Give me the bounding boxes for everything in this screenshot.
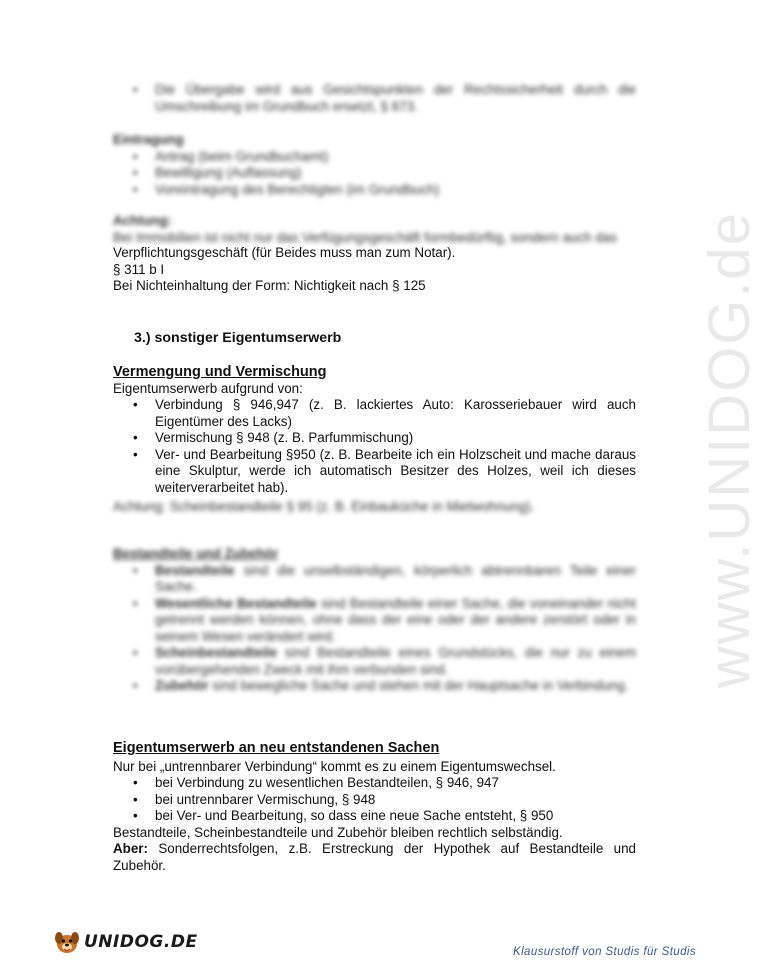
achtung-scheinbestandteile: Achtung: Scheinbestandteile § 95 (z. B. Einbauküche in Mietwohnung). — [113, 499, 535, 514]
list-item: • Die Übergabe wird aus Gesichtspunkten der Rechtssicherheit durch die Umschreibung im Grundbuch ersetzt, § 873. — [155, 82, 636, 115]
achtung-line: Bei Immobilien ist nicht nur das Verfügungsgeschäft formbedürftig, sondern auch das — [113, 229, 617, 245]
bestandteile-list — [113, 563, 636, 695]
vermengung-intro: Eigentumserwerb aufgrund von: — [113, 380, 303, 396]
form-line-1: Verpflichtungsgeschäft (für Beides muss man zum Notar). — [113, 245, 456, 260]
term: Wesentliche Bestandteile — [155, 595, 317, 611]
bestandteile-heading: Bestandteile und Zubehör — [113, 546, 279, 561]
list-item: • Antrag (beim Grundbuchamt) — [155, 149, 636, 166]
definition: sind bewegliche Sache und stehen mit der Hauptsache in Verbindung. — [212, 678, 629, 693]
neu-sachen-list — [113, 775, 636, 825]
watermark: www.UNIDOG.de — [696, 211, 762, 689]
eintragung-list — [113, 149, 636, 199]
list-item — [155, 446, 636, 495]
vermengung-heading: Vermengung und Vermischung — [113, 364, 327, 380]
form-line-3: Bei Nichteinhaltung der Form: Nichtigkeit nach § 125 — [113, 278, 426, 293]
logo-text: UNIDOG.DE — [84, 931, 198, 952]
definition: sind die unselbständigen, körperlich abtrennbaren Teile einer Sache. — [155, 562, 636, 594]
footer-tagline: Klausurstoff von Studis für Studis — [513, 946, 696, 958]
term: Scheinbestandteile — [155, 645, 278, 660]
definition: sind Bestandteile eines Grundstücks, die nur zu einem vorübergehenden Zweck mit ihm verbunden sind. — [155, 645, 636, 677]
bestandteile-section — [113, 546, 636, 695]
top-blurred-section — [113, 82, 636, 115]
neu-sachen-section — [113, 740, 636, 874]
achtung-heading: Achtung: — [113, 213, 172, 228]
verarbeitung-text: • Ver- und Bearbeitung §950 (z. B. Bearbeite ich ein Holzscheit und mache daraus eine Skulptur, werde ich automatisch Besitzer des Holzes, weil ich dieses weiterverarbeitet hab). — [155, 446, 636, 495]
aber-text: Sonderrechtsfolgen, z.B. Erstreckung der Hypothek auf Bestandteile und Zubehör. — [113, 841, 636, 873]
form-line-2: § 311 b I — [113, 261, 165, 277]
list-item: • Bewilligung (Auflassung) — [155, 165, 636, 182]
aber-label: Aber: — [113, 841, 148, 856]
achtung-blurred — [113, 213, 636, 245]
list-item — [155, 645, 636, 678]
list-item — [155, 678, 636, 695]
neu-sachen-heading: Eigentumserwerb an neu entstandenen Sachen — [113, 740, 440, 756]
list-item: • Verbindung § 946,947 (z. B. lackiertes Auto: Karosseriebauer wird auch Eigentümer des Lacks) — [155, 397, 636, 430]
term: Bestandteile — [155, 562, 235, 578]
neu-sachen-after: Bestandteile, Scheinbestandteile und Zubehör bleiben rechtlich selbständig. — [113, 824, 563, 840]
list-item — [155, 596, 636, 646]
list-item: • Vermischung § 948 (z. B. Parfummischung) — [155, 430, 636, 447]
definition: sind Bestandteile einer Sache, die voneinander nicht getrennt werden können, ohne dass der eine oder der andere zerstört oder in seinem Wesen verändert wird. — [155, 595, 636, 644]
footer-logo[interactable] — [52, 928, 198, 956]
aber-paragraph — [113, 841, 636, 874]
list-item: • bei untrennbarer Vermischung, § 948 — [155, 792, 636, 809]
list-item — [155, 563, 636, 596]
dog-icon — [52, 928, 82, 956]
vermengung-list — [113, 397, 636, 495]
list-item: • Voreintragung des Berechtigten (im Grundbuch) — [155, 182, 636, 199]
neu-sachen-intro: Nur bei „untrennbarer Verbindung“ kommt es zu einem Eigentumswechsel. — [113, 758, 556, 774]
list-item: • bei Ver- und Bearbeitung, so dass eine neue Sache entsteht, § 950 — [155, 808, 636, 825]
eintragung-heading: Eintragung — [113, 132, 184, 147]
list-item: • bei Verbindung zu wesentlichen Bestandteilen, § 946, 947 — [155, 775, 636, 792]
vermengung-section — [113, 364, 636, 495]
form-text — [113, 245, 636, 295]
uebergabe-list — [113, 82, 636, 115]
term: Zubehör — [155, 678, 209, 693]
eintragung-section — [113, 132, 636, 198]
section-title: 3.) sonstiger Eigentumserwerb — [134, 330, 342, 346]
